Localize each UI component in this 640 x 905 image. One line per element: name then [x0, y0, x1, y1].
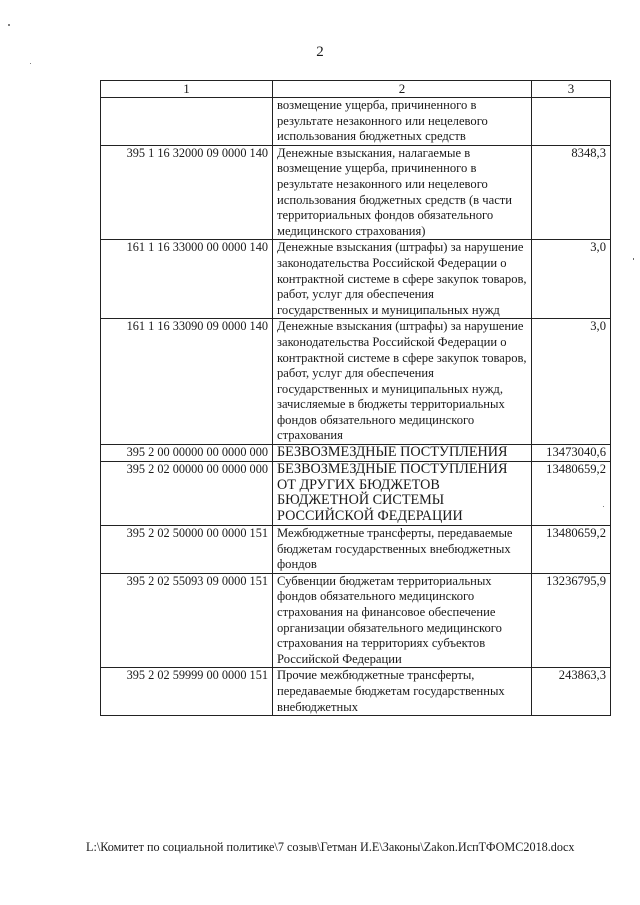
amount-cell [532, 98, 611, 146]
budget-code-cell: 395 2 02 55093 09 0000 151 [101, 573, 273, 668]
amount-cell: 13236795,9 [532, 573, 611, 668]
budget-table [100, 80, 611, 716]
table-row [101, 145, 611, 240]
description-cell: Денежные взыскания, налагаемые в возмещение ущерба, причиненного в результате незаконного или нецелевого использования бюджетных средств (в части территориальных фондов обязательного медицинского страхования) [273, 145, 532, 240]
amount-cell: 13473040,6 [532, 445, 611, 462]
description-cell: Субвенции бюджетам территориальных фондов обязательного медицинского страхования на финансовое обеспечение организации обязательного медицинского страхования на территориях субъектов Российской Федерации [273, 573, 532, 668]
budget-code-cell: 395 2 02 50000 00 0000 151 [101, 526, 273, 574]
amount-cell: 13480659,2 [532, 461, 611, 525]
budget-code-cell: 395 2 02 00000 00 0000 000 [101, 461, 273, 525]
table-row [101, 319, 611, 445]
column-header-code: 1 [101, 81, 273, 98]
amount-cell: 3,0 [532, 240, 611, 319]
description-cell: Прочие межбюджетные трансферты, передаваемые бюджетам государственных внебюджетных [273, 668, 532, 716]
scan-speck [8, 24, 10, 26]
description-cell: возмещение ущерба, причиненного в результате незаконного или нецелевого использования бюджетных средств [273, 98, 532, 146]
scan-speck [30, 63, 31, 64]
description-cell: Денежные взыскания (штрафы) за нарушение законодательства Российской Федерации о контрактной системе в сфере закупок товаров, работ, услуг для обеспечения государственных и муниципальных нужд, зачисляемые в бюджеты территориальных фондов обязательного медицинского страхования [273, 319, 532, 445]
table-header-row [101, 81, 611, 98]
description-cell: Межбюджетные трансферты, передаваемые бюджетам государственных внебюджетных фондов [273, 526, 532, 574]
file-path-footer: L:\Комитет по социальной политике\7 созыв\Гетман И.Е\Законы\Zakon.ИспТФОМС2018.docx [86, 840, 575, 854]
table-row [101, 526, 611, 574]
table-row [101, 461, 611, 525]
column-header-description: 2 [273, 81, 532, 98]
table-row [101, 668, 611, 716]
page-number: 2 [316, 44, 324, 60]
description-cell: Денежные взыскания (штрафы) за нарушение законодательства Российской Федерации о контрактной системе в сфере закупок товаров, работ, услуг для обеспечения государственных и муниципальных нужд [273, 240, 532, 319]
budget-code-cell: 395 2 00 00000 00 0000 000 [101, 445, 273, 462]
amount-cell: 243863,3 [532, 668, 611, 716]
scan-speck [633, 258, 634, 260]
column-header-amount: 3 [532, 81, 611, 98]
budget-code-cell: 395 1 16 32000 09 0000 140 [101, 145, 273, 240]
table-row [101, 240, 611, 319]
scan-speck [603, 506, 604, 507]
budget-code-cell: 161 1 16 33000 00 0000 140 [101, 240, 273, 319]
budget-code-cell: 161 1 16 33090 09 0000 140 [101, 319, 273, 445]
amount-cell: 13480659,2 [532, 526, 611, 574]
amount-cell: 8348,3 [532, 145, 611, 240]
description-cell: БЕЗВОЗМЕЗДНЫЕ ПОСТУПЛЕНИЯ [273, 445, 532, 462]
budget-code-cell: 395 2 02 59999 00 0000 151 [101, 668, 273, 716]
table-row [101, 445, 611, 462]
table-row [101, 98, 611, 146]
description-cell: БЕЗВОЗМЕЗДНЫЕ ПОСТУПЛЕНИЯ ОТ ДРУГИХ БЮДЖЕТОВ БЮДЖЕТНОЙ СИСТЕМЫ РОССИЙСКОЙ ФЕДЕРАЦИИ [273, 461, 532, 525]
amount-cell: 3,0 [532, 319, 611, 445]
budget-code-cell [101, 98, 273, 146]
table-row [101, 573, 611, 668]
